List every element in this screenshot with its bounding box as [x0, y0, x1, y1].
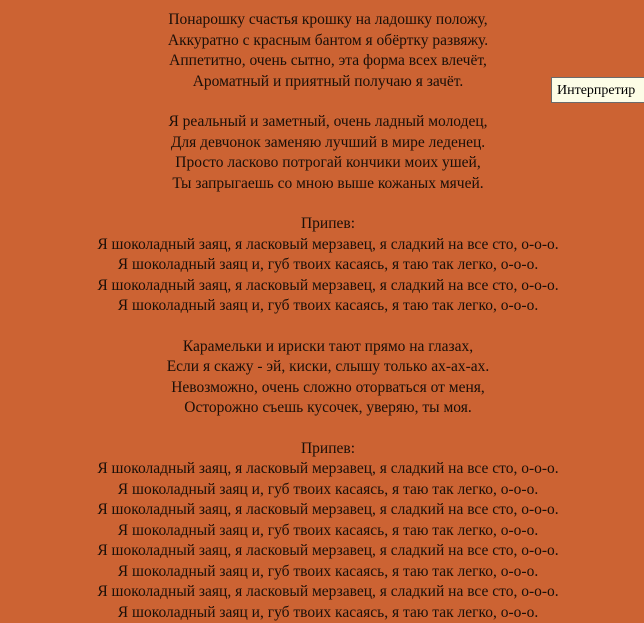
lyric-line: Я шоколадный заяц, я ласковый мерзавец, я сладкий на все сто, о-о-о. [0, 459, 644, 480]
lyric-line: Я шоколадный заяц, я ласковый мерзавец, я сладкий на все сто, о-о-о. [0, 541, 644, 562]
lyric-line: Карамельки и ириски тают прямо на глазах, [0, 337, 644, 358]
chorus-2 [0, 439, 644, 623]
lyric-line: Осторожно съешь кусочек, уверяю, ты моя. [0, 398, 644, 419]
lyric-line: Я шоколадный заяц и, губ твоих касаясь, я таю так легко, о-о-о. [0, 562, 644, 583]
lyric-line: Я шоколадный заяц и, губ твоих касаясь, я таю так легко, о-о-о. [0, 603, 644, 623]
interpretation-tooltip[interactable]: Интерпретир [551, 77, 644, 103]
lyric-line: Я реальный и заметный, очень ладный молодец, [0, 112, 644, 133]
chorus-heading: Припев: [0, 439, 644, 460]
lyric-line: Невозможно, очень сложно оторваться от меня, [0, 378, 644, 399]
chorus-1 [0, 214, 644, 317]
lyric-line: Для девчонок заменяю лучший в мире леденец. [0, 133, 644, 154]
lyric-line: Я шоколадный заяц, я ласковый мерзавец, я сладкий на все сто, о-о-о. [0, 500, 644, 521]
chorus-heading: Припев: [0, 214, 644, 235]
lyric-line: Аккуратно с красным бантом я обёртку развяжу. [0, 31, 644, 52]
lyric-line: Я шоколадный заяц, я ласковый мерзавец, я сладкий на все сто, о-о-о. [0, 235, 644, 256]
lyric-line: Я шоколадный заяц и, губ твоих касаясь, я таю так легко, о-о-о. [0, 296, 644, 317]
lyrics-text [0, 10, 644, 623]
verse-2 [0, 112, 644, 194]
lyric-line: Аппетитно, очень сытно, эта форма всех влечёт, [0, 51, 644, 72]
lyric-line: Я шоколадный заяц, я ласковый мерзавец, я сладкий на все сто, о-о-о. [0, 276, 644, 297]
lyric-line: Ты запрыгаешь со мною выше кожаных мячей. [0, 174, 644, 195]
lyric-line: Просто ласково потрогай кончики моих ушей, [0, 153, 644, 174]
lyric-line: Я шоколадный заяц и, губ твоих касаясь, я таю так легко, о-о-о. [0, 255, 644, 276]
verse-1 [0, 10, 644, 92]
lyric-line: Я шоколадный заяц и, губ твоих касаясь, я таю так легко, о-о-о. [0, 480, 644, 501]
lyric-line: Понарошку счастья крошку на ладошку положу, [0, 10, 644, 31]
verse-3 [0, 337, 644, 419]
lyric-line: Ароматный и приятный получаю я зачёт. [0, 72, 644, 93]
lyric-line: Если я скажу - эй, киски, слышу только ах-ах-ах. [0, 357, 644, 378]
lyric-line: Я шоколадный заяц, я ласковый мерзавец, я сладкий на все сто, о-о-о. [0, 582, 644, 603]
lyric-line: Я шоколадный заяц и, губ твоих касаясь, я таю так легко, о-о-о. [0, 521, 644, 542]
